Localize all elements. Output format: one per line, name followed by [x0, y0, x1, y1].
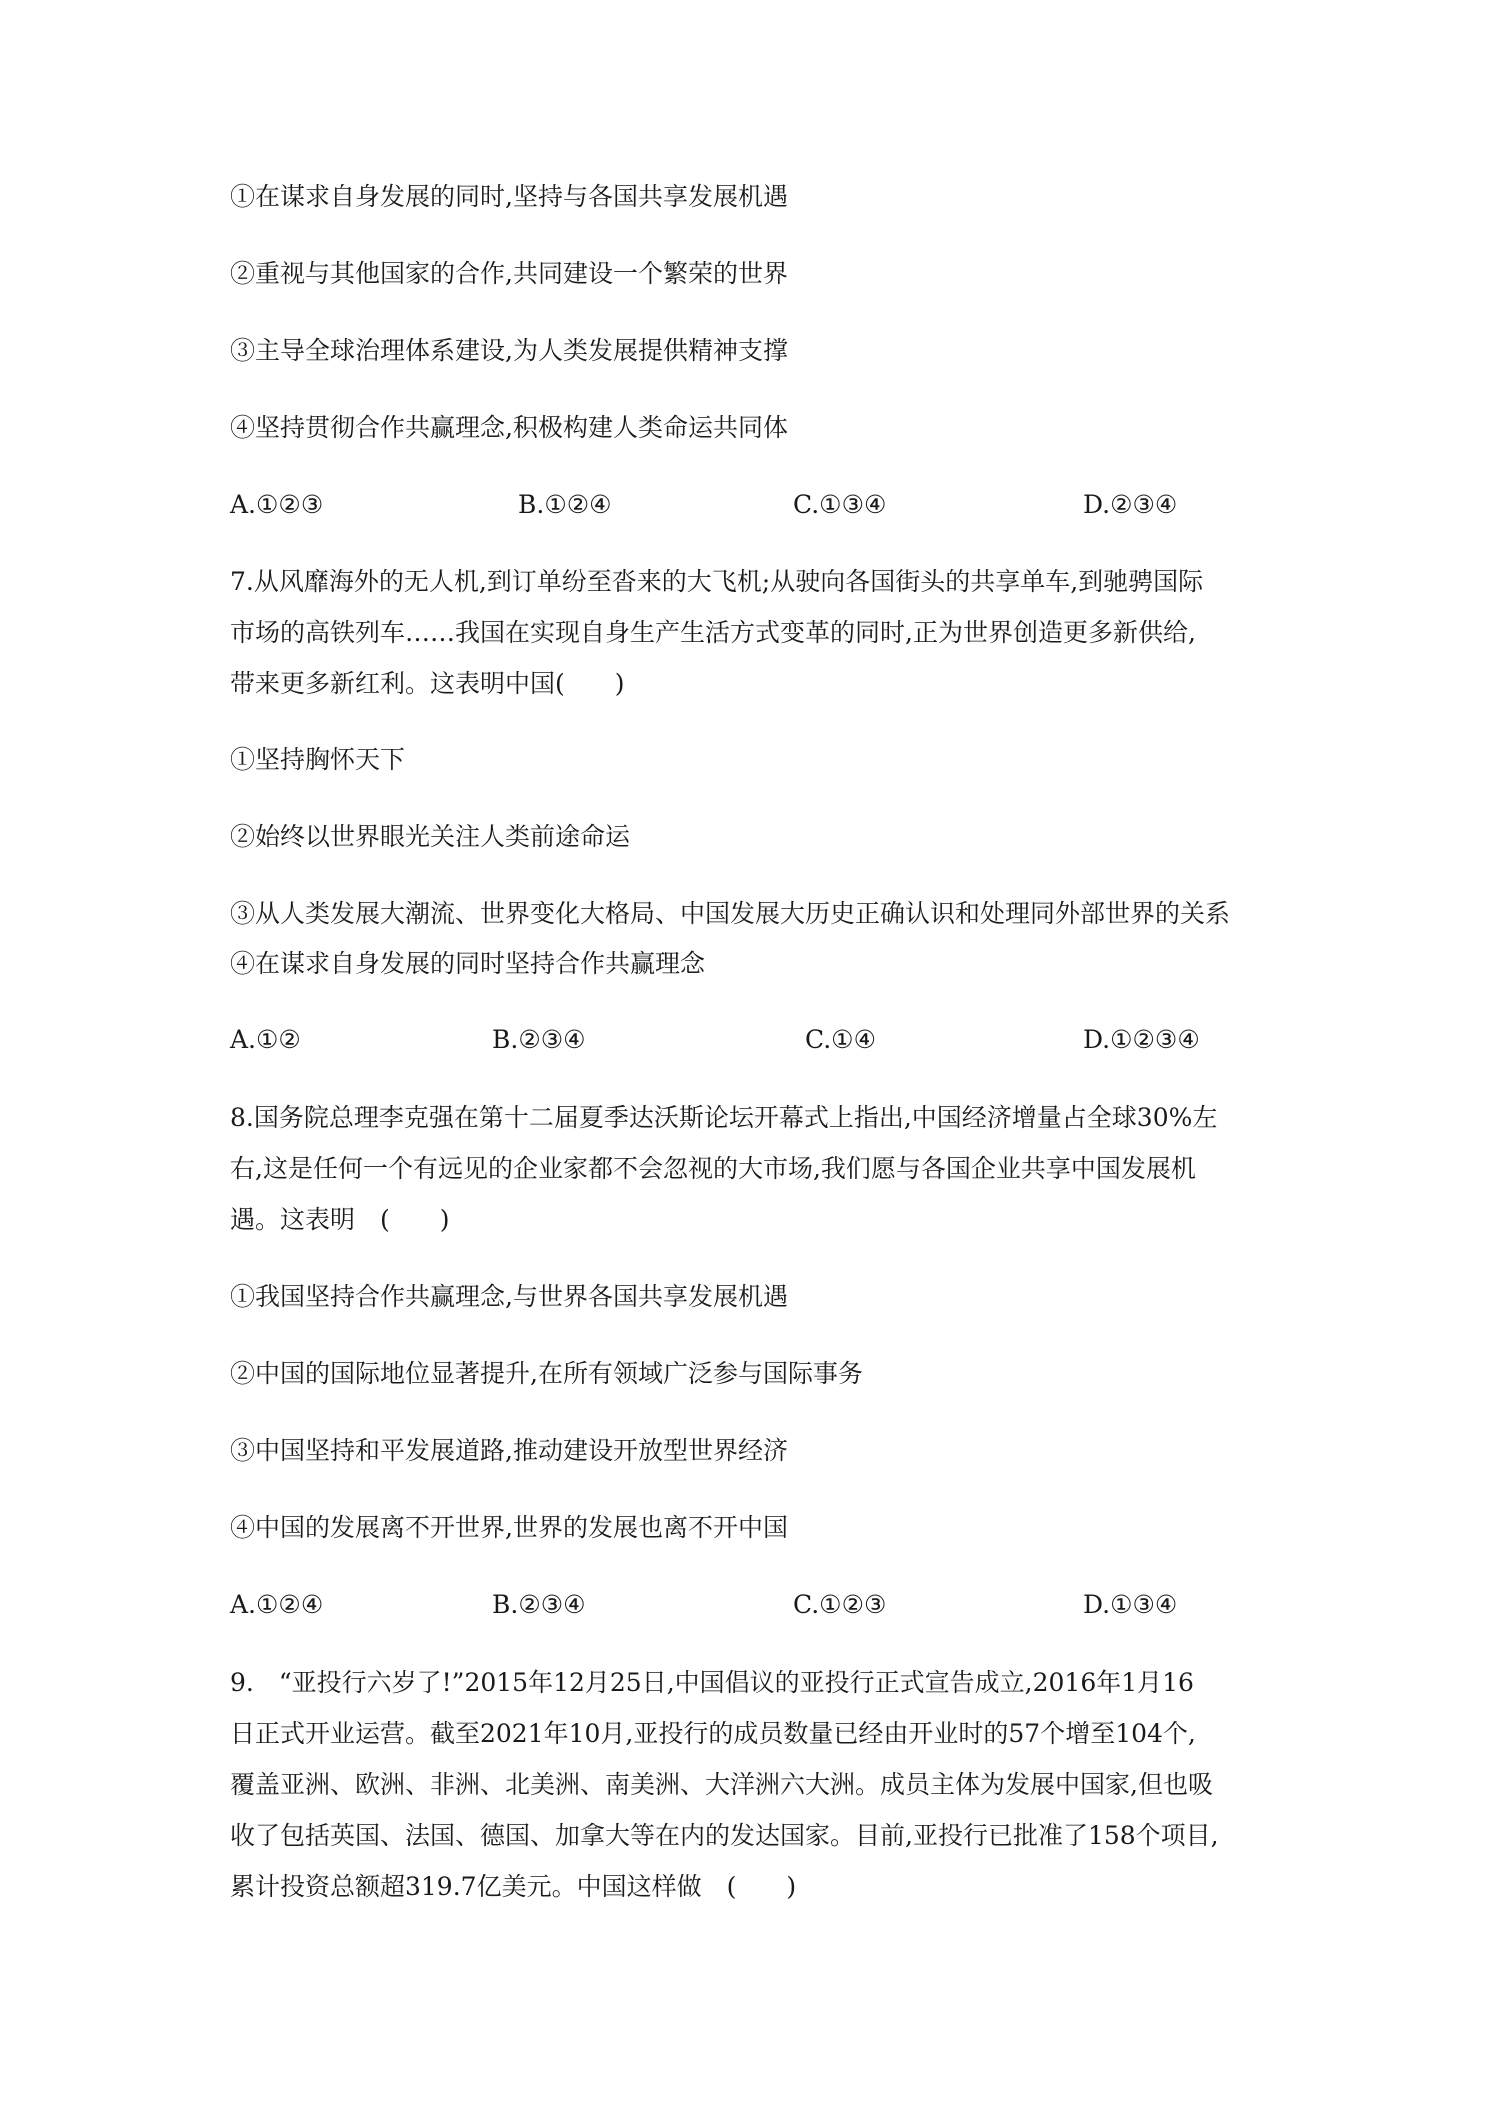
q7-statement-4: ④在谋求自身发展的同时坚持合作共赢理念: [230, 949, 706, 978]
q7-stem-line-3: 带来更多新红利。这表明中国( ): [230, 669, 625, 698]
q8-option-a: A.①②④: [230, 1590, 324, 1619]
q9-stem-line-4: 收了包括英国、法国、德国、加拿大等在内的发达国家。目前,亚投行已批准了158个项目,: [230, 1821, 1219, 1850]
q7-option-c: C.①④: [805, 1025, 877, 1054]
q6-statement-1: ①在谋求自身发展的同时,坚持与各国共享发展机遇: [230, 182, 788, 211]
q7-stem-line-2: 市场的高铁列车……我国在实现自身生产生活方式变革的同时,正为世界创造更多新供给,: [230, 618, 1196, 647]
q7-statement-2: ②始终以世界眼光关注人类前途命运: [230, 822, 631, 851]
q8-statement-1: ①我国坚持合作共赢理念,与世界各国共享发展机遇: [230, 1282, 788, 1311]
q7-statement-3: ③从人类发展大潮流、世界变化大格局、中国发展大历史正确认识和处理同外部世界的关系: [230, 899, 1231, 928]
q8-stem-line-3: 遇。这表明 ( ): [230, 1205, 450, 1234]
q7-option-b: B.②③④: [492, 1025, 586, 1054]
q9-stem-line-2: 日正式开业运营。截至2021年10月,亚投行的成员数量已经由开业时的57个增至104个,: [230, 1719, 1196, 1748]
q6-option-c: C.①③④: [793, 490, 887, 519]
q6-option-d: D.②③④: [1083, 490, 1178, 519]
q6-statement-2: ②重视与其他国家的合作,共同建设一个繁荣的世界: [230, 259, 788, 288]
q8-stem-line-1: 8.国务院总理李克强在第十二届夏季达沃斯论坛开幕式上指出,中国经济增量占全球30%左: [230, 1103, 1218, 1132]
q9-stem-line-5: 累计投资总额超319.7亿美元。中国这样做 ( ): [230, 1872, 797, 1901]
q7-stem-line-1: 7.从风靡海外的无人机,到订单纷至沓来的大飞机;从驶向各国街头的共享单车,到驰骋国际: [230, 567, 1204, 596]
q8-option-c: C.①②③: [793, 1590, 887, 1619]
q7-option-d: D.①②③④: [1083, 1025, 1200, 1054]
q6-option-a: A.①②③: [230, 490, 324, 519]
q7-statement-1: ①坚持胸怀天下: [230, 745, 406, 774]
q8-stem-line-2: 右,这是任何一个有远见的企业家都不会忽视的大市场,我们愿与各国企业共享中国发展机: [230, 1154, 1196, 1183]
q8-statement-4: ④中国的发展离不开世界,世界的发展也离不开中国: [230, 1513, 788, 1542]
q9-stem-line-1: 9. “亚投行六岁了!”2015年12月25日,中国倡议的亚投行正式宣告成立,2016年1月16: [230, 1668, 1194, 1697]
q8-statement-2: ②中国的国际地位显著提升,在所有领域广泛参与国际事务: [230, 1359, 863, 1388]
q6-statement-4: ④坚持贯彻合作共赢理念,积极构建人类命运共同体: [230, 413, 788, 442]
q6-statement-3: ③主导全球治理体系建设,为人类发展提供精神支撑: [230, 336, 788, 365]
q8-option-d: D.①③④: [1083, 1590, 1178, 1619]
q9-stem-line-3: 覆盖亚洲、欧洲、非洲、北美洲、南美洲、大洋洲六大洲。成员主体为发展中国家,但也吸: [230, 1770, 1213, 1799]
q6-option-b: B.①②④: [518, 490, 612, 519]
q8-statement-3: ③中国坚持和平发展道路,推动建设开放型世界经济: [230, 1436, 788, 1465]
q8-option-b: B.②③④: [492, 1590, 586, 1619]
q7-option-a: A.①②: [230, 1025, 301, 1054]
